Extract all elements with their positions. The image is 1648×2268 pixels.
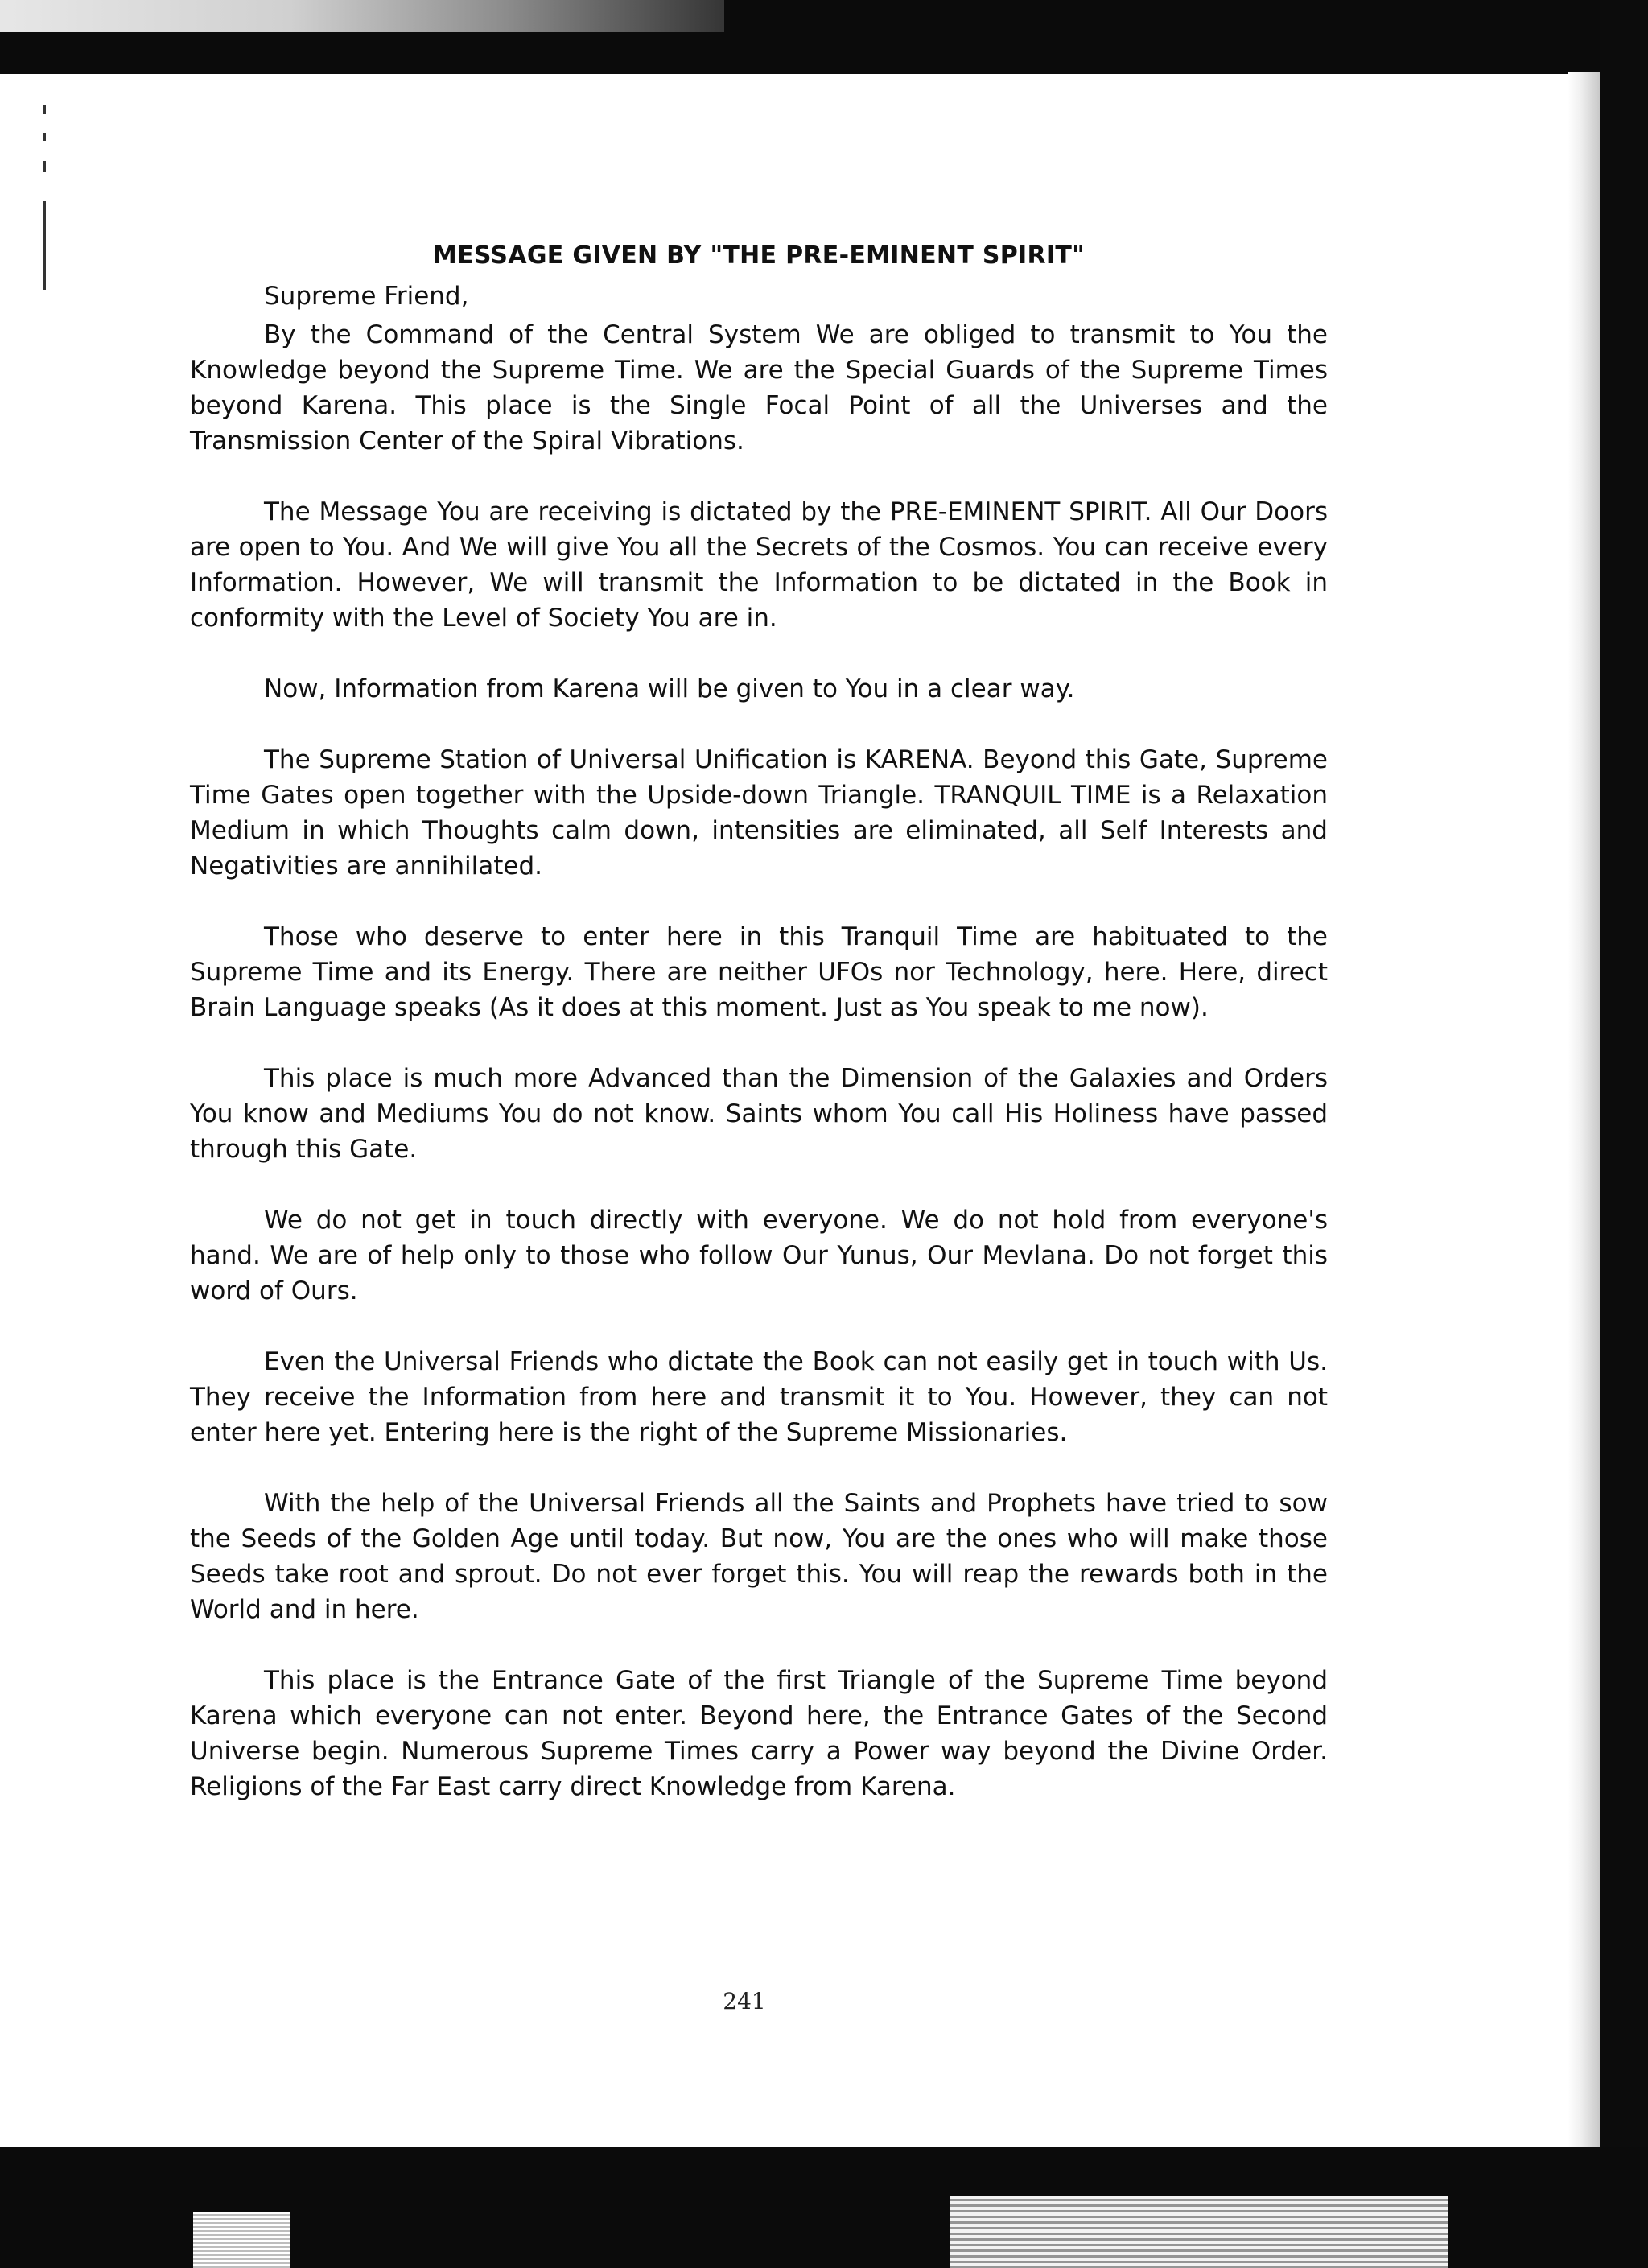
page-edge-shadow [1568,72,1600,2149]
paragraph: This place is much more Advanced than the Dimension of the Galaxies and Orders You know and Mediums You do not know. Saints whom You call His Holiness have passed through this Gate. [190,1064,1328,1164]
scan-glare-top [0,0,724,32]
scan-glare-bottom-right [950,2196,1448,2268]
paragraph: This place is the Entrance Gate of the first Triangle of the Supreme Time beyond Karena which everyone can not enter. Beyond here, the Entrance Gates of the Second Universe begin. Numerous Supreme Times carry a Power way beyond the Divine Order. Religions of the Far East carry direct Knowledge from Karena. [190,1666,1328,1801]
paragraph: By the Command of the Central System We are obliged to transmit to You the Knowledge beyond the Supreme Time. We are the Special Guards of the Supreme Times beyond Karena. This place is the Single Focal Point of all the Universes and the Transmission Center of the Spiral Vibrations. [190,320,1328,456]
paragraph: Even the Universal Friends who dictate the Book can not easily get in touch with Us. They receive the Information from here and transmit it to You. However, they can not enter here yet. Entering here is the right of the Supreme Missionaries. [190,1347,1328,1447]
page-number: 241 [723,1988,766,2014]
page-title: MESSAGE GIVEN BY "THE PRE-EMINENT SPIRIT" [432,241,1086,270]
paragraph: The Supreme Station of Universal Unification is KARENA. Beyond this Gate, Supreme Time Gates open together with the Upside-down Triangle. TRANQUIL TIME is a Relaxation Medium in which Thoughts calm down, intensities are eliminated, all Self Interests and Negativities are annihilated. [190,745,1328,880]
paragraph: The Message You are receiving is dictated by the PRE-EMINENT SPIRIT. All Our Doors are open to You. And We will give You all the Secrets of the Cosmos. You can receive every Information. However, We will transmit the Information to be dictated in the Book in conformity with the Level of Society You are in. [190,497,1328,633]
paragraph: Now, Information from Karena will be given to You in a clear way. [264,674,1075,703]
salutation: Supreme Friend, [264,282,469,311]
scan-glare-bottom-left [193,2212,290,2268]
paragraph: We do not get in touch directly with everyone. We do not hold from everyone's hand. We are of help only to those who follow Our Yunus, Our Mevlana. Do not forget this word of Ours. [190,1206,1328,1305]
binding-mark [43,161,46,172]
paragraph: With the help of the Universal Friends all the Saints and Prophets have tried to sow the Seeds of the Golden Age until today. But now, You are the ones who will make those Seeds take root and sprout. Do not ever forget this. You will reap the rewards both in the World and in here. [190,1489,1328,1624]
body-text [190,317,1328,1840]
binding-mark [43,133,46,141]
binding-mark [43,201,46,290]
scan-border-right [1600,0,1648,2268]
paragraph: Those who deserve to enter here in this Tranquil Time are habituated to the Supreme Time and its Energy. There are neither UFOs nor Technology, here. Here, direct Brain Language speaks (As it does at this moment. Just as You speak to me now). [190,922,1328,1022]
binding-mark [43,105,46,114]
